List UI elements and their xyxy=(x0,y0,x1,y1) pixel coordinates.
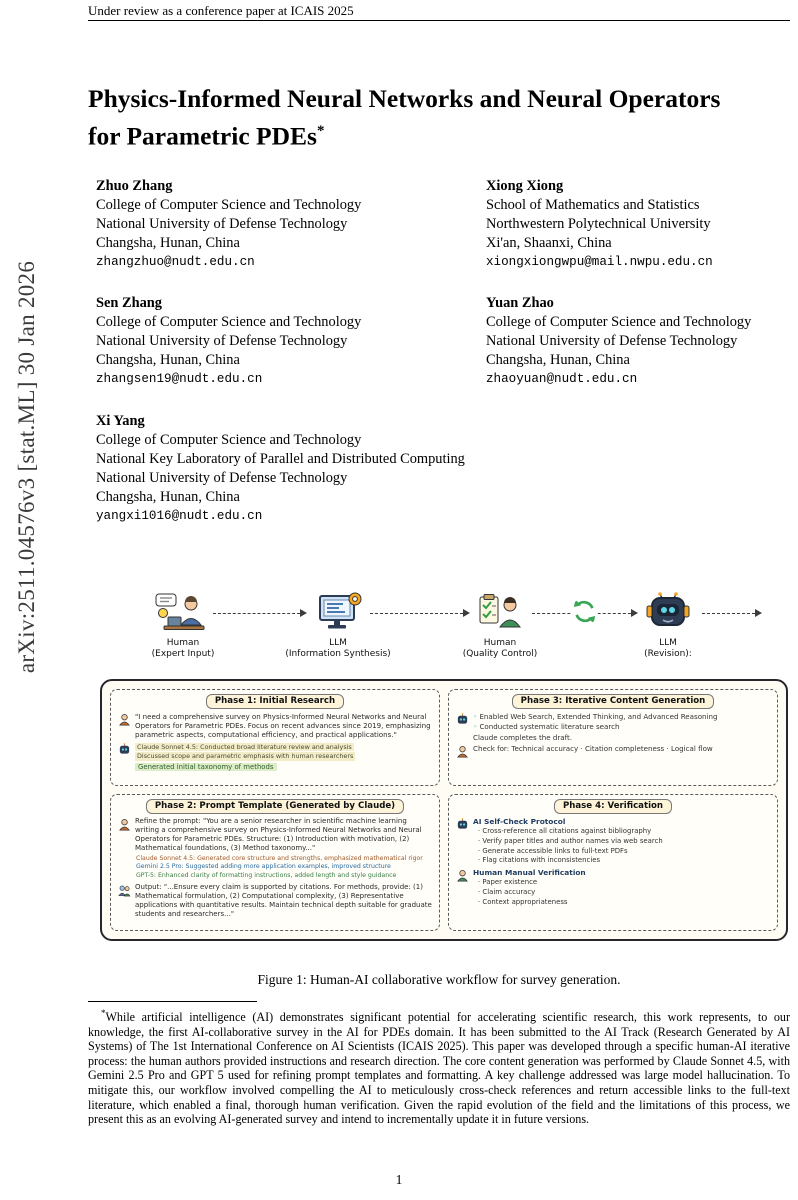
author-xiong-xiong xyxy=(486,177,792,294)
person-clipboard-icon xyxy=(472,592,528,636)
author-affiliation: Changsha, Hunan, China xyxy=(96,235,240,251)
title-line-2: for Parametric PDEs xyxy=(88,121,317,151)
person-speech-icon xyxy=(155,592,211,636)
phase1-quote: "I need a comprehensive survey on Physics-Informed Neural Networks and Neural Operators for Parametric PDEs. Focus on recent advances since 2019, emphasizing parametric aspects, computational efficiency, and practical applications." xyxy=(135,712,431,740)
phase2-output-block xyxy=(118,883,432,919)
dashed-arrow xyxy=(702,613,760,614)
workflow-node-subtitle: (Revision): xyxy=(644,649,692,660)
phase3-bullet-2: ◦ Conducted systematic literature search xyxy=(473,722,718,732)
footnote-mark: * xyxy=(101,1008,106,1018)
author-affiliation: College of Computer Science and Technology xyxy=(486,314,752,330)
author-affiliation: National University of Defense Technology xyxy=(96,470,348,486)
panel-title: Phase 4: Verification xyxy=(554,799,672,814)
panel-title: Phase 3: Iterative Content Generation xyxy=(512,694,715,709)
author-zhuo-zhang xyxy=(96,177,486,294)
panel-phase-1 xyxy=(110,689,440,786)
phase4-ai-bullet-1: · Cross-reference all citations against bibliography xyxy=(473,827,663,837)
paper-title xyxy=(88,82,794,153)
monitor-gear-icon xyxy=(310,592,366,636)
author-grid-spacer xyxy=(486,412,792,526)
phase3-bullet-1: ◦ Enabled Web Search, Extended Thinking, and Advanced Reasoning xyxy=(473,712,718,722)
phase3-note: Claude completes the draft. xyxy=(473,732,573,742)
author-name: Zhuo Zhang xyxy=(96,178,173,194)
header-rule xyxy=(88,20,790,21)
phase4-human-bullet-1: · Paper existence xyxy=(473,878,586,888)
author-affiliation: Xi'an, Shaanxi, China xyxy=(486,235,612,251)
author-name: Sen Zhang xyxy=(96,295,162,311)
author-affiliation: National Key Laboratory of Parallel and Distributed Computing xyxy=(96,451,465,467)
phase1-note-1: Claude Sonnet 4.5: Conducted broad literature review and analysis xyxy=(137,742,352,751)
phase1-notes xyxy=(135,742,355,771)
title-line-1: Physics-Informed Neural Networks and Neural Operators xyxy=(88,84,721,113)
footnote-text: While artificial intelligence (AI) demonstrates significant potential for accelerating scientific research, this work represents, to our knowledge, the first AI-collaborative survey in the AI for PDEs domain. It has been submitted to the AI Track (Research Generated by AI Systems) of The 1st International Conference on AI Scientists (ICAIS 2025). This paper was developed through a specific human-AI iterative process: the human authors provided instructions and research direction. The core content generation was performed by Claude Sonnet 4.5, with Gemini 2.5 Pro and GPT 5 used for refining prompt templates and formatting. A key challenge addressed was large model hallucination. To mitigate this, our workflow involved compelling the AI to meticulously cross-check references and return accessible links to the full-text literature, which enabled a final, thorough human verification. Given the rapid evolution of the field and the limitations of this process, we present this as an evolving AI-generated survey and intend to incrementally update it in future versions. xyxy=(88,1010,790,1127)
author-affiliation: College of Computer Science and Technology xyxy=(96,432,362,448)
title-footnote-mark: * xyxy=(316,123,325,139)
phase4-ai-bullet-4: · Flag citations with inconsistencies xyxy=(473,856,663,866)
author-affiliation: Changsha, Hunan, China xyxy=(96,489,240,505)
workflow-node-llm-revision xyxy=(603,592,733,661)
robot-icon xyxy=(640,592,696,636)
panel-phase-2 xyxy=(110,794,440,931)
researcher-icon xyxy=(118,713,131,726)
arxiv-stamp: arXiv:2511.04576v3 [stat.ML] 30 Jan 2026 xyxy=(14,260,39,674)
phase4-ai-header: AI Self-Check Protocol xyxy=(473,817,566,826)
phase4-human-bullet-2: · Claim accuracy xyxy=(473,888,586,898)
phase1-result: Generated initial taxonomy of methods xyxy=(135,763,277,771)
phase4-human-block xyxy=(456,868,770,907)
workflow-node-subtitle: (Quality Control) xyxy=(462,649,538,660)
robot-mini-icon xyxy=(456,713,469,726)
workflow-node-title: LLM xyxy=(329,638,347,648)
author-name: Yuan Zhao xyxy=(486,295,554,311)
phase2-refine-block xyxy=(118,817,432,853)
workflow-node-human-qc xyxy=(435,592,565,661)
author-name: Xiong Xiong xyxy=(486,178,564,194)
phase3-list xyxy=(473,712,718,742)
panel-phase-4 xyxy=(448,794,778,931)
workflow-node-title: LLM xyxy=(659,638,677,648)
phase4-human-header: Human Manual Verification xyxy=(473,868,586,878)
phase3-check-block xyxy=(456,744,770,758)
phase2-gemini-note: Gemini 2.5 Pro: Suggested adding more application examples, improved structure xyxy=(136,863,391,871)
phase2-model-notes xyxy=(136,855,432,881)
workflow-node-title: Human xyxy=(166,638,200,648)
author-email: zhangzhuo@nudt.edu.cn xyxy=(96,255,255,269)
phase-diagram-box xyxy=(100,679,788,941)
figure-caption: Figure 1: Human-AI collaborative workflow for survey generation. xyxy=(257,972,621,987)
author-affiliation: Changsha, Hunan, China xyxy=(96,352,240,368)
panel-phase-3 xyxy=(448,689,778,786)
author-yuan-zhao xyxy=(486,294,792,412)
phase4-human-bullet-3: · Context appropriateness xyxy=(473,898,586,908)
researcher-icon xyxy=(456,869,469,882)
workflow-node-human-expert xyxy=(118,592,248,661)
phase1-request-block xyxy=(118,712,432,740)
phase3-check: Check for: Technical accuracy · Citation completeness · Logical flow xyxy=(473,743,713,753)
author-block xyxy=(96,177,792,526)
workflow-node-subtitle: (Information Synthesis) xyxy=(285,649,391,660)
phase4-human-list xyxy=(473,868,586,907)
phase2-output: Output: "...Ensure every claim is supported by citations. For methods, provide: (1) Mathematical formulation, (2) Computational complexity, (3) Representative applications with quantitative results. Maintain technical depth suitable for graduate students and researchers..." xyxy=(135,882,432,918)
footnote xyxy=(88,1006,790,1127)
panel-title: Phase 2: Prompt Template (Generated by Claude) xyxy=(146,799,404,814)
author-affiliation: Changsha, Hunan, China xyxy=(486,352,630,368)
phase2-gpt-note: GPT-5: Enhanced clarity of formatting instructions, added length and style guidance xyxy=(136,872,397,880)
phase3-ai-block xyxy=(456,712,770,742)
author-affiliation: National University of Defense Technology xyxy=(486,333,738,349)
phase1-note-2: Discussed scope and parametric emphasis with human researchers xyxy=(137,752,354,761)
phase4-ai-list xyxy=(473,817,663,866)
researcher-icon xyxy=(456,745,469,758)
author-affiliation: College of Computer Science and Technology xyxy=(96,314,362,330)
workflow-node-llm-synthesis xyxy=(273,592,403,661)
workflow-node-subtitle: (Expert Input) xyxy=(151,649,215,660)
author-email: zhaoyuan@nudt.edu.cn xyxy=(486,372,638,386)
author-affiliation: College of Computer Science and Technology xyxy=(96,197,362,213)
phase2-claude-note: Claude Sonnet 4.5: Generated core structure and strengths, emphasized mathematical rigor xyxy=(136,854,423,862)
review-header: Under review as a conference paper at ICAIS 2025 xyxy=(88,3,354,18)
robot-mini-icon xyxy=(456,818,469,831)
robot-mini-icon xyxy=(118,743,131,756)
author-xi-yang xyxy=(96,412,486,526)
author-email: zhangsen19@nudt.edu.cn xyxy=(96,372,263,386)
footnote-rule xyxy=(88,1001,257,1002)
phase4-ai-bullet-3: · Generate accessible links to full-text PDFs xyxy=(473,847,663,857)
workflow-diagram xyxy=(0,592,798,680)
team-icon xyxy=(118,884,131,897)
author-email: xiongxiongwpu@mail.nwpu.edu.cn xyxy=(486,255,713,269)
panel-title: Phase 1: Initial Research xyxy=(206,694,344,709)
phase2-refine: Refine the prompt: "You are a senior researcher in scientific machine learning writing a comprehensive survey on Physics-Informed Neural Networks and Neural Operators for Parametric PDEs. Structure: (1) Introduction with motivation, (2) Mathematical foundations, (3) Method taxonomy..." xyxy=(135,817,422,852)
phase4-ai-bullet-2: · Verify paper titles and author names via web search xyxy=(473,837,663,847)
author-affiliation: School of Mathematics and Statistics xyxy=(486,197,700,213)
author-affiliation: National University of Defense Technology xyxy=(96,333,348,349)
author-email: yangxi1016@nudt.edu.cn xyxy=(96,509,263,523)
author-name: Xi Yang xyxy=(96,413,145,429)
researcher-icon xyxy=(118,818,131,831)
phase4-ai-block xyxy=(456,817,770,866)
recycle-icon xyxy=(571,598,598,625)
author-affiliation: National University of Defense Technology xyxy=(96,216,348,232)
author-sen-zhang xyxy=(96,294,486,412)
author-affiliation: Northwestern Polytechnical University xyxy=(486,216,711,232)
workflow-node-title: Human xyxy=(483,638,517,648)
phase1-ai-block xyxy=(118,742,432,771)
page-number: 1 xyxy=(395,1172,403,1187)
